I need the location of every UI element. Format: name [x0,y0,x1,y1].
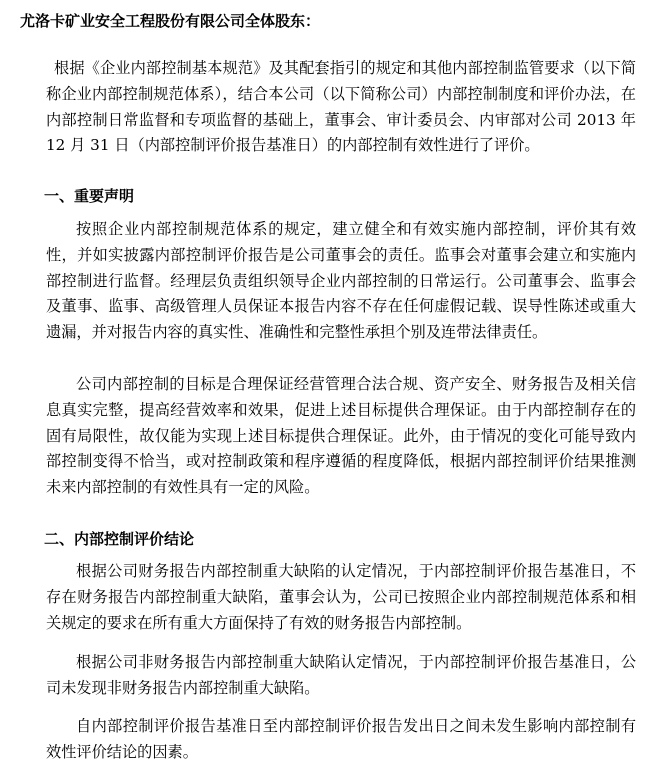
conclusion-paragraph-3: 自内部控制评价报告基准日至内部控制评价报告发出日之间未发生影响内部控制有效性评价结论的因素。 [46,717,636,761]
conclusion-paragraph-1: 根据公司财务报告内部控制重大缺陷的认定情况，于内部控制评价报告基准日，不存在财务报告内部控制重大缺陷，董事会认为，公司已按照企业内部控制规范体系和相关规定的要求在所有重大方面保持了有效的财务报告内部控制。 [46,562,636,632]
salutation: 尤洛卡矿业安全工程股份有限公司全体股东： [20,12,321,30]
section-heading-evaluation-conclusion: 二、内部控制评价结论 [44,530,195,548]
intro-text: 根据《企业内部控制基本规范》及其配套指引的规定和其他内部控制监管要求（以下简称企业内部控制规范体系），结合本公司（以下简称公司）内部控制制度和评价办法，在内部控制日常监督和专项监督的基础上，董事会、审计委员会、内审部对公司 2013 年 12 月 31 日（内部控制评价报告基准日）的内部控制有效性进行了评价。 [46,59,636,155]
conclusion-paragraph-2: 根据公司非财务报告内部控制重大缺陷认定情况，于内部控制评价报告基准日，公司未发现非财务报告内部控制重大缺陷。 [46,653,636,697]
statement-paragraph-2: 公司内部控制的目标是合理保证经营管理合法合规、资产安全、财务报告及相关信息真实完整，提高经营效率和效果，促进上述目标提供合理保证。由于内部控制存在的固有局限性，故仅能为实现上述目标提供合理保证。此外，由于情况的变化可能导致内部控制变得不恰当，或对控制政策和程序遵循的程度降低，根据内部控制评价结果推测未来内部控制的有效性具有一定的风险。 [46,375,636,497]
section-heading-important-statement: 一、重要声明 [44,187,135,205]
statement-paragraph-1: 按照企业内部控制规范体系的规定，建立健全和有效实施内部控制，评价其有效性，并如实披露内部控制评价报告是公司董事会的责任。监事会对董事会建立和实施内部控制进行监督。经理层负责组织领导企业内部控制的日常运行。公司董事会、监事会及董事、监事、高级管理人员保证本报告内容不存在任何虚假记载、误导性陈述或重大遗漏，并对报告内容的真实性、准确性和完整性承担个别及连带法律责任。 [46,220,636,342]
intro-paragraph [46,56,636,159]
